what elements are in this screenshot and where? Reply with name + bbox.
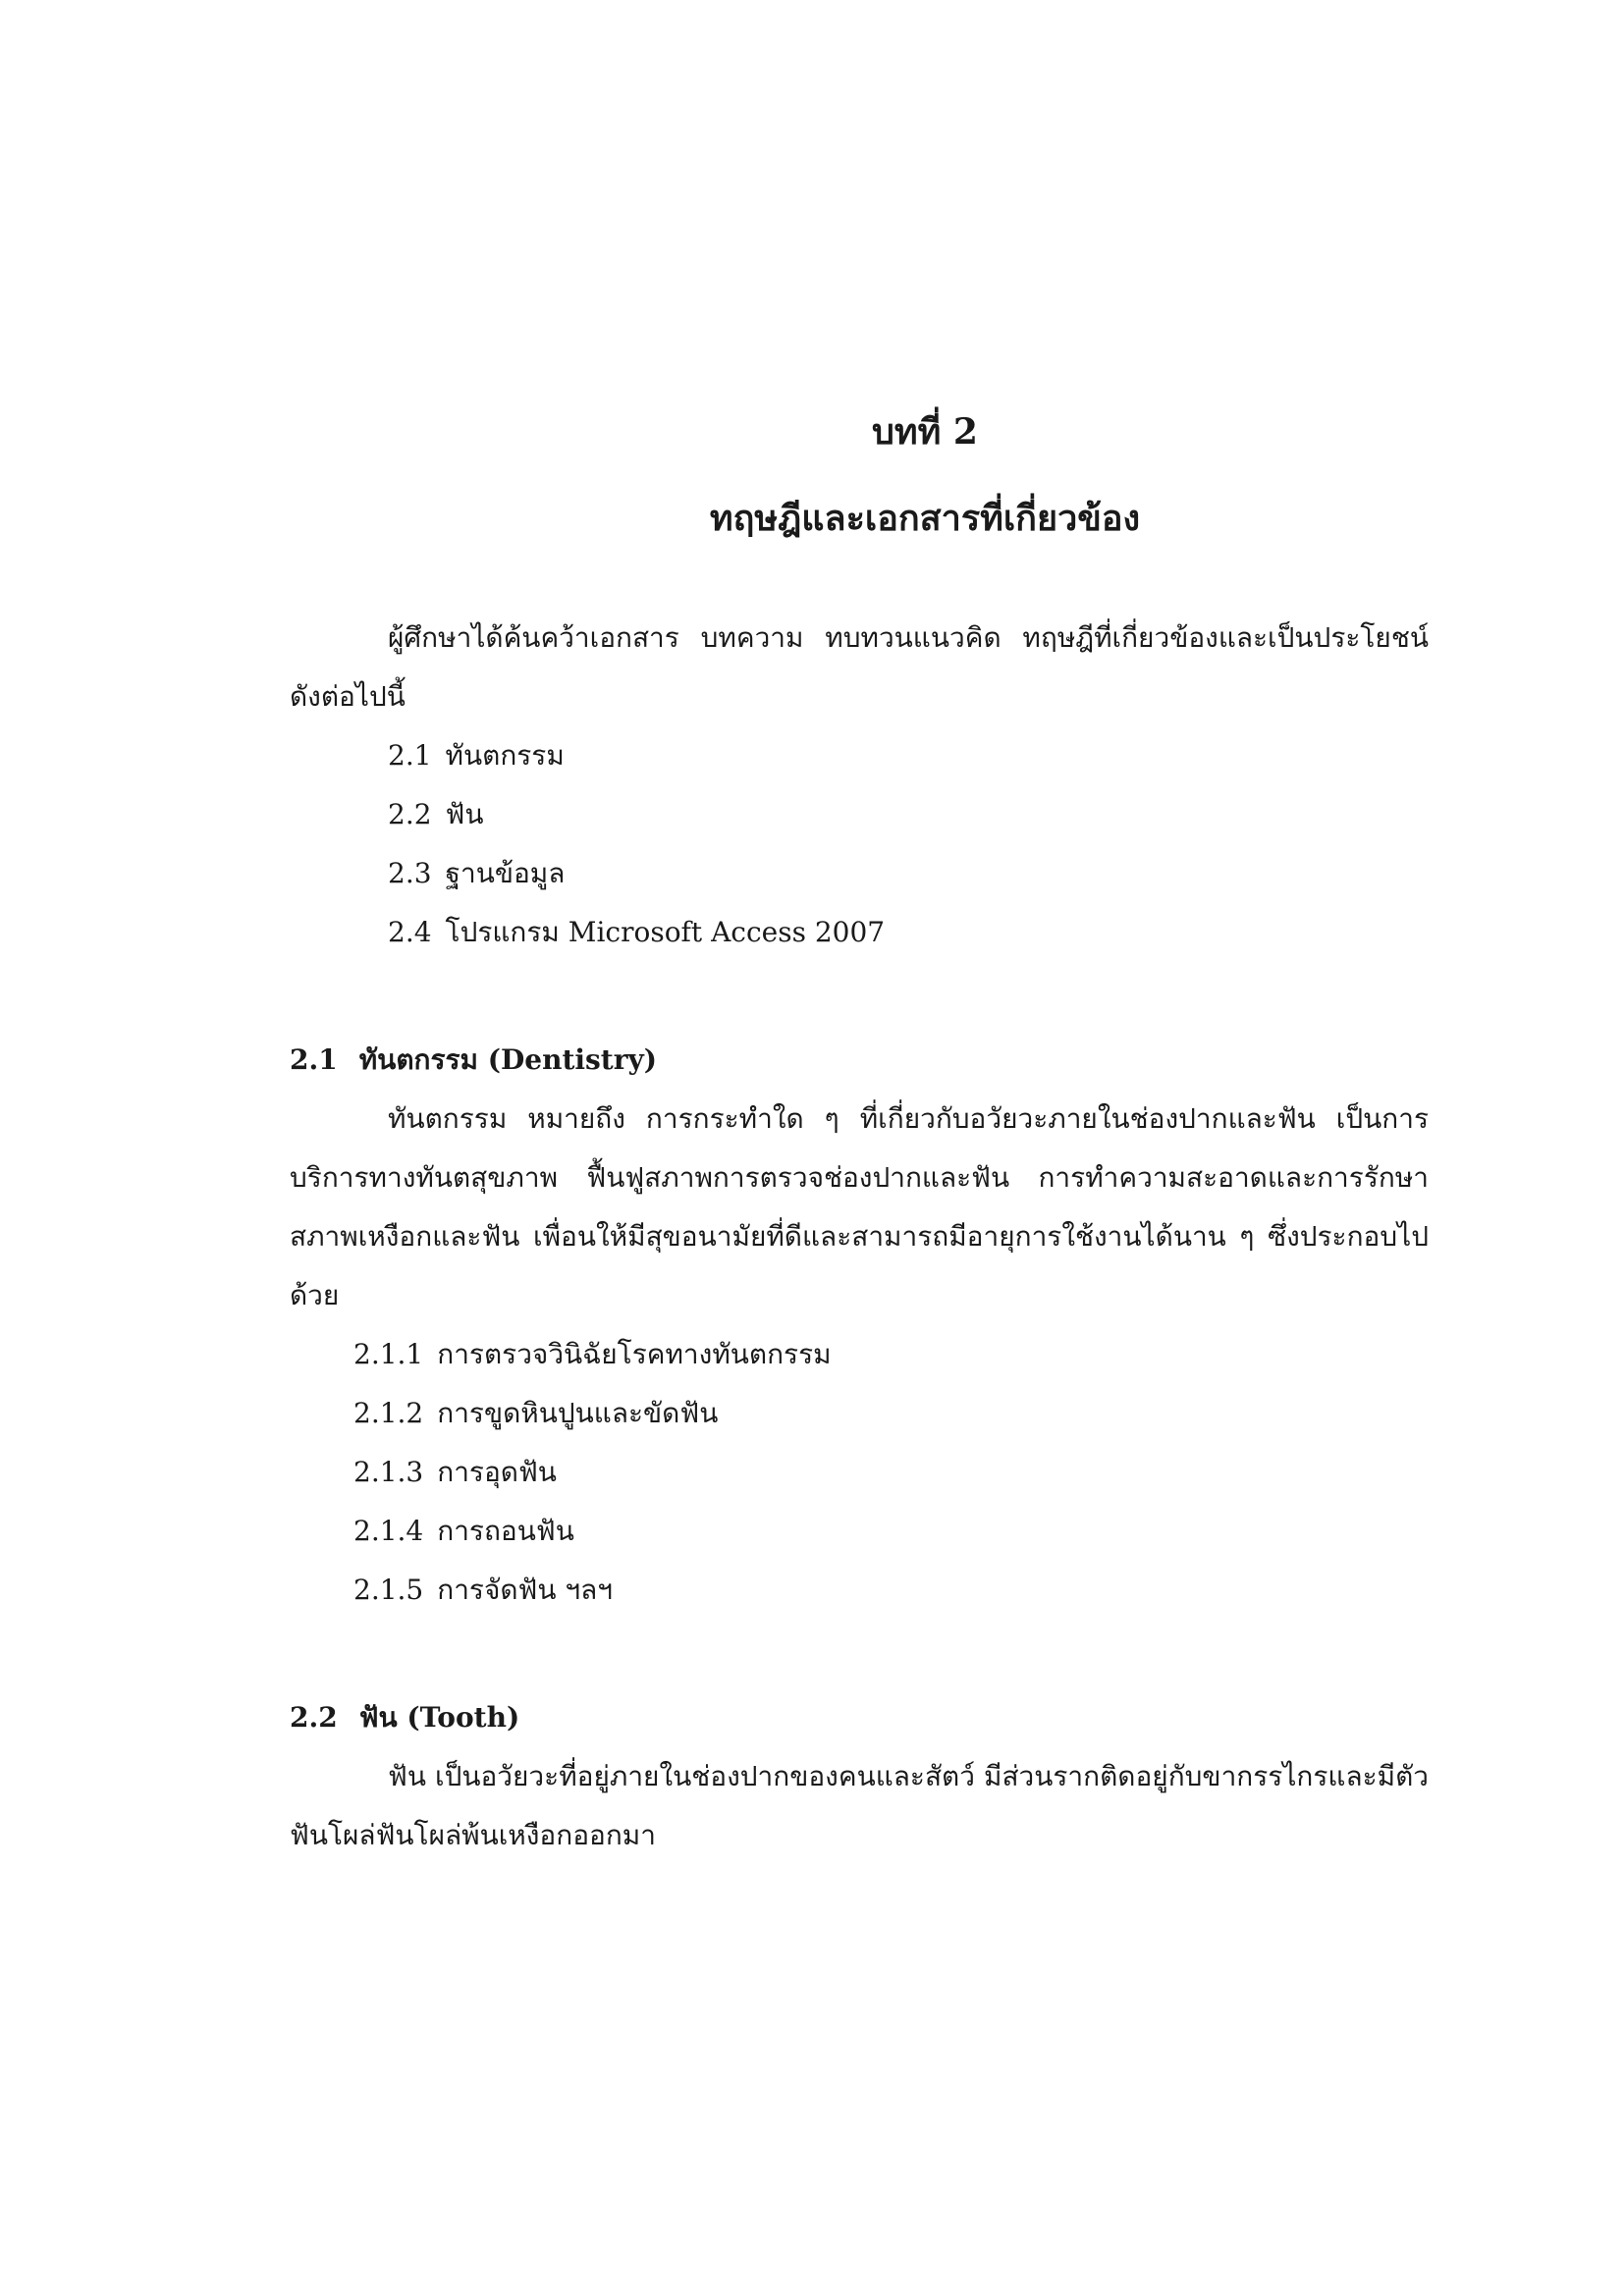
section-heading: 2.1 ทันตกรรม (Dentistry) bbox=[290, 1043, 657, 1076]
section-heading: 2.2 ฟัน (Tooth) bbox=[290, 1701, 520, 1734]
section-paragraph: ฟัน เป็นอวัยวะที่อยู่ภายในช่องปากของคนและสัตว์ มีส่วนรากติดอยู่กับขากรรไกรและมีตัวฟันโผล่ฟันโผล่พ้นเหงือกออกมา bbox=[290, 1760, 1429, 1851]
section-2-1 bbox=[290, 1031, 1429, 1620]
list-item: 2.1.2 การขูดหินปูนและขัดฟัน bbox=[353, 1397, 719, 1429]
topic-list bbox=[290, 726, 1429, 962]
list-item: 2.1.1 การตรวจวินิฉัยโรคทางทันตกรรม bbox=[353, 1338, 832, 1370]
chapter-title-block bbox=[0, 402, 1624, 548]
list-item: 2.3 ฐานข้อมูล bbox=[388, 857, 566, 889]
list-item: 2.4 โปรแกรม Microsoft Access 2007 bbox=[388, 916, 886, 948]
list-item: 2.1.5 การจัดฟัน ฯลฯ bbox=[353, 1574, 614, 1606]
sublist bbox=[290, 1325, 1429, 1620]
list-item: 2.2 ฟัน bbox=[388, 798, 484, 830]
list-item: 2.1.4 การถอนฟัน bbox=[353, 1515, 574, 1547]
intro-paragraph: ผู้ศึกษาได้ค้นคว้าเอกสาร บทความ ทบทวนแนวคิด ทฤษฎีที่เกี่ยวข้องและเป็นประโยชน์ ดังต่อไปนี้ bbox=[290, 621, 1429, 713]
section-2-2 bbox=[290, 1688, 1429, 1865]
chapter-title: ทฤษฎีและเอกสารที่เกี่ยวข้อง bbox=[709, 498, 1141, 539]
section-paragraph: ทันตกรรม หมายถึง การกระทำใด ๆ ที่เกี่ยวกับอวัยวะภายในช่องปากและฟัน เป็นการบริการทางทันตสุขภาพ ฟื้นฟูสภาพการตรวจช่องปากและฟัน การทำความสะอาดและการรักษาสภาพเหงือกและฟัน เพื่อนให้มีสุขอนามัยที่ดีและสามารถมีอายุการใช้งานได้นาน ๆ ซึ่งประกอบไปด้วย bbox=[290, 1102, 1429, 1311]
chapter-number: บทที่ 2 bbox=[872, 411, 978, 453]
list-item: 2.1.3 การอุดฟัน bbox=[353, 1456, 557, 1488]
intro-section bbox=[290, 609, 1429, 962]
list-item: 2.1 ทันตกรรม bbox=[388, 739, 565, 772]
